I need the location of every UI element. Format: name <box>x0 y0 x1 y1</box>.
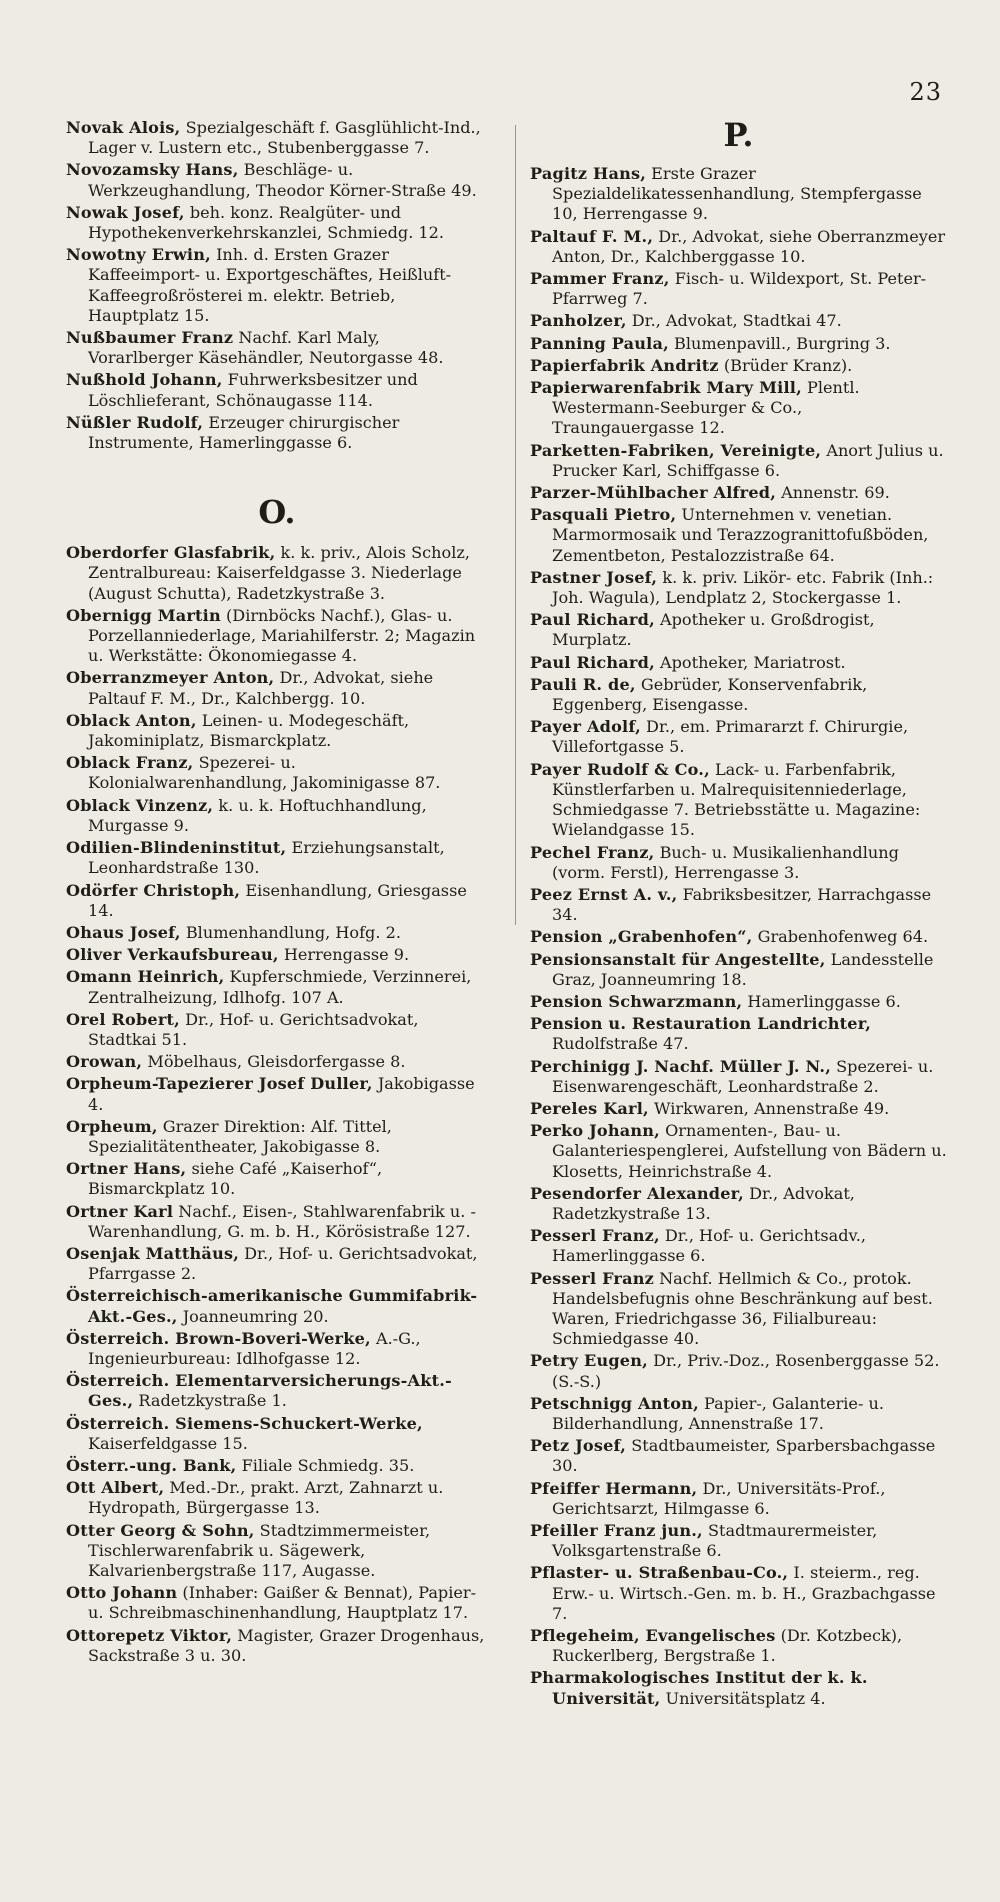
directory-entry <box>66 1478 488 1518</box>
entry-details: Spezerei- u. Kolonialwarenhandlung, Jakominigasse 87. <box>88 753 441 793</box>
directory-entry <box>66 1626 488 1666</box>
entry-name: Petz Josef, <box>530 1436 627 1456</box>
entry-details: Erste Grazer Spezialdelikatessenhandlung, Stempfergasse 10, Herrengasse 9. <box>552 164 922 224</box>
entry-name: Ott Albert, <box>66 1478 165 1498</box>
entry-details: Annenstr. 69. <box>776 483 890 503</box>
section-letter: O. <box>258 493 296 532</box>
directory-entry <box>530 1563 947 1624</box>
directory-entry <box>530 378 947 439</box>
entry-name: Novozamsky Hans, <box>66 160 239 180</box>
entry-details: Nachf. Karl Maly, Vorarlberger Käsehändler, Neutorgasse 48. <box>88 328 444 368</box>
entry-name: Papierfabrik Andritz <box>530 355 719 375</box>
directory-entry <box>66 796 488 836</box>
entry-details: Nachf. Hellmich & Co., protok. Handelsbefugnis ohne Beschränkung auf best. Waren, Friedrichgasse 36, Filialbureau: Schmiedgasse 40. <box>552 1268 933 1349</box>
entry-name: Pesserl Franz <box>530 1268 654 1288</box>
entry-details: k. u. k. Hoftuchhandlung, Murgasse 9. <box>88 795 427 835</box>
entry-details: Ornamenten-, Bau- u. Galanteriespenglerei, Aufstellung von Bädern u. Klosetts, Heinrichstraße 4. <box>552 1121 947 1181</box>
entry-details: Lack- u. Farbenfabrik, Künstlerfarben u. Malrequisitenniederlage, Schmiedgasse 7. Betriebsstätte u. Magazine: Wielandgasse 15. <box>552 759 921 840</box>
entry-details: (Inhaber: Gaißer & Bennat), Papier- u. Schreibmaschinenhandlung, Hauptplatz 17. <box>88 1583 477 1623</box>
entry-details: Nachf., Eisen-, Stahlwarenfabrik u. -Warenhandlung, G. m. b. H., Körösistraße 127. <box>88 1201 476 1241</box>
entry-details: Universitätsplatz 4. <box>660 1688 826 1708</box>
entry-name: Oberranzmeyer Anton, <box>66 668 275 688</box>
entry-name: Pfeiffer Hermann, <box>530 1478 698 1498</box>
entry-details: Gebrüder, Konservenfabrik, Eggenberg, Eisengasse. <box>552 674 868 715</box>
entry-details: Plentl. Westermann-Seeburger & Co., Traungauergasse 12. <box>552 378 860 438</box>
entry-details: Blumenhandlung, Hofg. 2. <box>180 922 401 942</box>
entry-details: k. k. priv., Alois Scholz, Zentralbureau: Kaiserfeldgasse 3. Niederlage (August Schutta), Radetzkystraße 3. <box>88 543 470 603</box>
directory-entry <box>66 881 488 921</box>
directory-entry <box>66 923 488 943</box>
entry-name: Ortner Hans, <box>66 1159 187 1179</box>
directory-entry <box>530 505 947 566</box>
entry-name: Orowan, <box>66 1052 143 1072</box>
directory-entry <box>530 1394 947 1434</box>
right-column <box>530 118 947 1711</box>
entry-details: (Brüder Kranz). <box>718 355 853 375</box>
entry-name: Österreichisch-amerikanische Gummifabrik-Akt.-Ges., <box>66 1286 478 1326</box>
entry-name: Österreich. Brown-Boveri-Werke, <box>66 1328 371 1348</box>
entry-name: Orpheum, <box>66 1116 158 1136</box>
directory-entry <box>66 1244 488 1284</box>
entry-name: Pesserl Franz, <box>530 1226 660 1246</box>
column-divider <box>515 125 516 925</box>
page-number: 23 <box>909 78 942 106</box>
entry-name: Österreich. Elementarversicherungs-Akt.-Ges., <box>66 1371 452 1411</box>
entry-details: Unternehmen v. venetian. Marmormosaik und Terazzogranittofußböden, Zementbeton, Pestalozzistraße 64. <box>552 505 929 565</box>
directory-entry <box>66 203 488 243</box>
entry-details: Eisenhandlung, Griesgasse 14. <box>88 880 467 920</box>
entry-name: Orel Robert, <box>66 1009 180 1029</box>
entry-details: Dr., Hof- u. Gerichtsadvokat, Pfarrgasse 2. <box>88 1243 478 1284</box>
entry-name: Pesendorfer Alexander, <box>530 1183 744 1203</box>
entry-name: Pfeiller Franz jun., <box>530 1521 703 1540</box>
directory-entry <box>530 1479 947 1519</box>
entry-name: Pereles Karl, <box>530 1098 649 1118</box>
directory-entry <box>66 711 488 751</box>
entry-details: Dr., Advokat, Stadtkai 47. <box>626 311 842 331</box>
directory-entry <box>66 1074 488 1114</box>
directory-entry <box>530 483 947 503</box>
directory-entry <box>66 413 488 453</box>
section-letter: P. <box>723 116 754 154</box>
directory-entry <box>530 610 947 650</box>
directory-entry <box>530 675 947 715</box>
entry-details: siehe Café „Kaiserhof“, Bismarckplatz 10. <box>88 1159 383 1199</box>
entry-name: Ottorepetz Viktor, <box>66 1625 233 1645</box>
entry-details: Spezerei- u. Eisenwarengeschäft, Leonhardstraße 2. <box>552 1056 934 1096</box>
entry-details: beh. konz. Realgüter- und Hypothekenverkehrskanzlei, Schmiedg. 12. <box>88 202 445 243</box>
directory-entry <box>66 1202 488 1242</box>
entry-details: Apotheker u. Großdrogist, Murplatz. <box>552 610 875 650</box>
directory-entry <box>530 1184 947 1224</box>
entry-name: Novak Alois, <box>66 118 181 137</box>
entry-name: Obernigg Martin <box>66 605 221 625</box>
entry-name: Pasquali Pietro, <box>530 505 677 525</box>
entry-name: Omann Heinrich, <box>66 967 225 987</box>
entry-name: Otto Johann <box>66 1583 178 1603</box>
directory-entry <box>66 753 488 793</box>
entry-details: Erziehungsanstalt, Leonhardstraße 130. <box>88 838 445 878</box>
directory-entry <box>66 1583 488 1623</box>
entry-name: Payer Rudolf & Co., <box>530 759 710 779</box>
entry-name: Pensionsanstalt für Angestellte, <box>530 949 826 969</box>
entry-details: Grabenhofenweg 64. <box>752 927 929 947</box>
entry-name: Odilien-Blindeninstitut, <box>66 838 287 858</box>
entry-name: Oblack Franz, <box>66 753 194 773</box>
directory-entry <box>530 1626 947 1666</box>
entry-details: Dr., Advokat, Radetzkystraße 13. <box>552 1183 855 1223</box>
entry-details: Magister, Grazer Drogenhaus, Sackstraße 3 u. 30. <box>88 1625 485 1665</box>
directory-entry <box>66 1521 488 1582</box>
entry-name: Pammer Franz, <box>530 269 670 289</box>
directory-entry <box>530 927 947 947</box>
entry-name: Peez Ernst A. v., <box>530 884 678 904</box>
directory-entry <box>530 1226 947 1266</box>
entry-details: Radetzkystraße 1. <box>133 1391 287 1411</box>
entry-name: Pension u. Restauration Landrichter, <box>530 1014 872 1034</box>
entry-details: Leinen- u. Modegeschäft, Jakominiplatz, Bismarckplatz. <box>88 710 410 751</box>
entry-details: Blumenpavill., Burgring 3. <box>668 333 891 353</box>
directory-entry <box>530 950 947 990</box>
directory-entry <box>530 1269 947 1350</box>
entry-details: Spezialgeschäft f. Gasglühlicht-Ind., Lager v. Lustern etc., Stubenberggasse 7. <box>88 118 481 158</box>
entry-name: Nüßler Rudolf, <box>66 412 204 432</box>
entry-name: Osenjak Matthäus, <box>66 1243 240 1263</box>
entry-name: Pagitz Hans, <box>530 164 647 183</box>
directory-entry <box>66 668 488 708</box>
entry-name: Österr.-ung. Bank, <box>66 1455 237 1475</box>
entry-details: Dr., Advokat, siehe Paltauf F. M., Dr., Kalchbergg. 10. <box>88 668 434 708</box>
entry-details: Dr., Advokat, siehe Oberranzmeyer Anton, Dr., Kalchberggasse 10. <box>552 226 946 266</box>
entry-details: I. steierm., reg. Erw.- u. Wirtsch.-Gen. m. b. H., Grazbachgasse 7. <box>552 1563 936 1623</box>
entry-details: Inh. d. Ersten Grazer Kaffeeimport- u. Exportgeschäftes, Heißluft-Kaffeegroßrösterei m. elektr. Betrieb, Hauptplatz 15. <box>88 245 452 325</box>
directory-entry <box>66 118 488 158</box>
entry-details: Dr., Hof- u. Gerichtsadv., Hamerlinggasse 6. <box>552 1226 866 1266</box>
directory-entry <box>66 1414 488 1454</box>
entry-details: Dr., Hof- u. Gerichtsadvokat, Stadtkai 51. <box>88 1009 419 1049</box>
entry-details: Wirkwaren, Annenstraße 49. <box>648 1098 890 1118</box>
directory-entry <box>66 967 488 1007</box>
entry-name: Panning Paula, <box>530 333 669 353</box>
entry-name: Paltauf F. M., <box>530 226 654 246</box>
entry-details: Dr., em. Primararzt f. Chirurgie, Villefortgasse 5. <box>552 717 909 757</box>
entry-details: Dr., Universitäts-Prof., Gerichtsarzt, Hilmgasse 6. <box>552 1478 886 1518</box>
entry-name: Oliver Verkaufsbureau, <box>66 945 279 965</box>
entry-name: Österreich. Siemens-Schuckert-Werke, <box>66 1413 423 1433</box>
directory-entry <box>66 1117 488 1157</box>
entry-name: Odörfer Christoph, <box>66 880 241 900</box>
directory-entry <box>66 370 488 410</box>
entry-name: Pharmakologisches Institut der k. k. Universität, <box>530 1668 868 1708</box>
directory-entry <box>530 164 947 225</box>
directory-entry <box>530 568 947 608</box>
directory-entry <box>530 356 947 376</box>
directory-entry <box>66 1286 488 1326</box>
entry-details: k. k. priv. Likör- etc. Fabrik (Inh.: Joh. Wagula), Lendplatz 2, Stockergasse 1. <box>552 567 934 608</box>
entry-details: A.-G., Ingenieurbureau: Idlhofgasse 12. <box>88 1328 421 1368</box>
directory-entry <box>530 1668 947 1708</box>
entry-name: Oblack Vinzenz, <box>66 795 214 815</box>
entry-name: Perchinigg J. Nachf. Müller J. N., <box>530 1056 832 1076</box>
entry-name: Pechel Franz, <box>530 842 655 862</box>
entry-details: Kaiserfeldgasse 15. <box>88 1433 248 1453</box>
entry-name: Pflaster- u. Straßenbau-Co., <box>530 1563 789 1583</box>
directory-entry <box>66 1159 488 1199</box>
directory-entry <box>530 1057 947 1097</box>
entry-name: Nußhold Johann, <box>66 370 223 390</box>
entry-details: Erzeuger chirurgischer Instrumente, Hamerlinggasse 6. <box>88 412 400 453</box>
directory-entry <box>66 606 488 667</box>
entry-name: Petry Eugen, <box>530 1351 648 1371</box>
entry-name: Perko Johann, <box>530 1121 660 1141</box>
entry-details: Papier-, Galanterie- u. Bilderhandlung, Annenstraße 17. <box>552 1393 884 1433</box>
entry-details: (Dirnböcks Nachf.), Glas- u. Porzellanniederlage, Mariahilferstr. 2; Magazin u. Werkstätte: Ökonomiegasse 4. <box>88 605 476 666</box>
entry-details: Dr., Priv.-Doz., Rosenberggasse 52. (S.-S.) <box>552 1351 940 1391</box>
directory-entry <box>66 1052 488 1072</box>
directory-entry <box>530 717 947 757</box>
entry-name: Pflegeheim, Evangelisches <box>530 1626 776 1646</box>
entry-name: Oberdorfer Glasfabrik, <box>66 543 276 563</box>
entry-details: Jakobigasse 4. <box>88 1074 475 1114</box>
entry-details: Apotheker, Mariatrost. <box>654 652 846 672</box>
directory-entry <box>530 1351 947 1391</box>
entry-name: Papierwarenfabrik Mary Mill, <box>530 378 802 398</box>
directory-entry <box>530 269 947 309</box>
entry-name: Ohaus Josef, <box>66 922 181 942</box>
directory-entry <box>66 1371 488 1411</box>
entry-name: Oblack Anton, <box>66 710 197 730</box>
directory-entry <box>530 1436 947 1476</box>
directory-entry <box>66 838 488 878</box>
entry-details: Landesstelle Graz, Joanneumring 18. <box>552 949 934 989</box>
directory-entry <box>66 945 488 965</box>
entry-details: Möbelhaus, Gleisdorfergasse 8. <box>142 1052 406 1072</box>
entry-name: Pastner Josef, <box>530 567 658 587</box>
directory-entry <box>530 441 947 481</box>
entry-details: Med.-Dr., prakt. Arzt, Zahnarzt u. Hydropath, Bürgergasse 13. <box>88 1478 444 1518</box>
directory-entry <box>66 1329 488 1369</box>
entry-details: Stadtmaurermeister, Volksgartenstraße 6. <box>552 1521 878 1561</box>
entry-details: Rudolfstraße 47. <box>552 1034 689 1054</box>
directory-entry <box>530 1099 947 1119</box>
entry-name: Orpheum-Tapezierer Josef Duller, <box>66 1074 373 1094</box>
directory-entry <box>530 227 947 267</box>
entry-details: Herrengasse 9. <box>278 945 410 965</box>
entry-name: Pauli R. de, <box>530 674 636 694</box>
entry-name: Otter Georg & Sohn, <box>66 1520 255 1540</box>
entry-name: Panholzer, <box>530 311 627 331</box>
entry-name: Paul Richard, <box>530 610 655 630</box>
entry-name: Pension „Grabenhofen“, <box>530 927 753 947</box>
directory-entry <box>66 245 488 326</box>
entry-name: Pension Schwarzmann, <box>530 991 743 1011</box>
entry-details: Stadtzimmermeister, Tischlerwarenfabrik u. Sägewerk, Kalvarienbergstraße 117, Augasse. <box>88 1520 431 1580</box>
entry-details: Grazer Direktion: Alf. Tittel, Spezialitätentheater, Jakobigasse 8. <box>88 1116 392 1156</box>
entry-name: Nowotny Erwin, <box>66 245 211 265</box>
entry-details: Buch- u. Musikalienhandlung (vorm. Ferstl), Herrengasse 3. <box>552 842 899 882</box>
entry-name: Paul Richard, <box>530 652 655 672</box>
entry-details: Joanneumring 20. <box>177 1306 329 1326</box>
directory-entry <box>530 760 947 841</box>
entry-details: Filiale Schmiedg. 35. <box>236 1455 415 1475</box>
entry-name: Nußbaumer Franz <box>66 328 234 348</box>
entry-details: Stadtbaumeister, Sparbersbachgasse 30. <box>552 1436 936 1476</box>
directory-entry <box>530 311 947 331</box>
entry-details: Beschläge- u. Werkzeughandlung, Theodor Körner-Straße 49. <box>88 160 477 200</box>
entry-details: (Dr. Kotzbeck), Ruckerlberg, Bergstraße 1. <box>552 1626 903 1666</box>
directory-entry <box>530 653 947 673</box>
entry-name: Petschnigg Anton, <box>530 1393 699 1413</box>
entry-details: Fuhrwerksbesitzer und Löschlieferant, Schönaugasse 114. <box>88 370 418 410</box>
directory-entry <box>530 1014 947 1054</box>
entry-name: Parketten-Fabriken, Vereinigte, <box>530 440 822 460</box>
directory-entry <box>66 1010 488 1050</box>
entry-name: Parzer-Mühlbacher Alfred, <box>530 483 777 503</box>
entry-name: Payer Adolf, <box>530 717 641 737</box>
directory-entry <box>66 160 488 200</box>
directory-entry <box>530 843 947 883</box>
entry-details: Fisch- u. Wildexport, St. Peter-Pfarrweg 7. <box>552 269 927 309</box>
entry-name: Ortner Karl <box>66 1201 174 1221</box>
entry-details: Kupferschmiede, Verzinnerei, Zentralheizung, Idlhofg. 107 A. <box>88 967 472 1007</box>
directory-entry <box>530 992 947 1012</box>
entry-name: Nowak Josef, <box>66 202 185 222</box>
entry-details: Anort Julius u. Prucker Karl, Schiffgasse 6. <box>552 440 944 480</box>
directory-entry <box>530 885 947 925</box>
directory-entry <box>530 1121 947 1182</box>
left-column <box>66 118 488 1668</box>
entry-details: Hamerlinggasse 6. <box>742 991 901 1011</box>
entry-details: Fabriksbesitzer, Harrachgasse 34. <box>552 884 932 925</box>
directory-entry <box>66 543 488 604</box>
directory-entry <box>530 334 947 354</box>
directory-entry <box>66 1456 488 1476</box>
directory-entry <box>66 328 488 368</box>
directory-entry <box>530 1521 947 1561</box>
